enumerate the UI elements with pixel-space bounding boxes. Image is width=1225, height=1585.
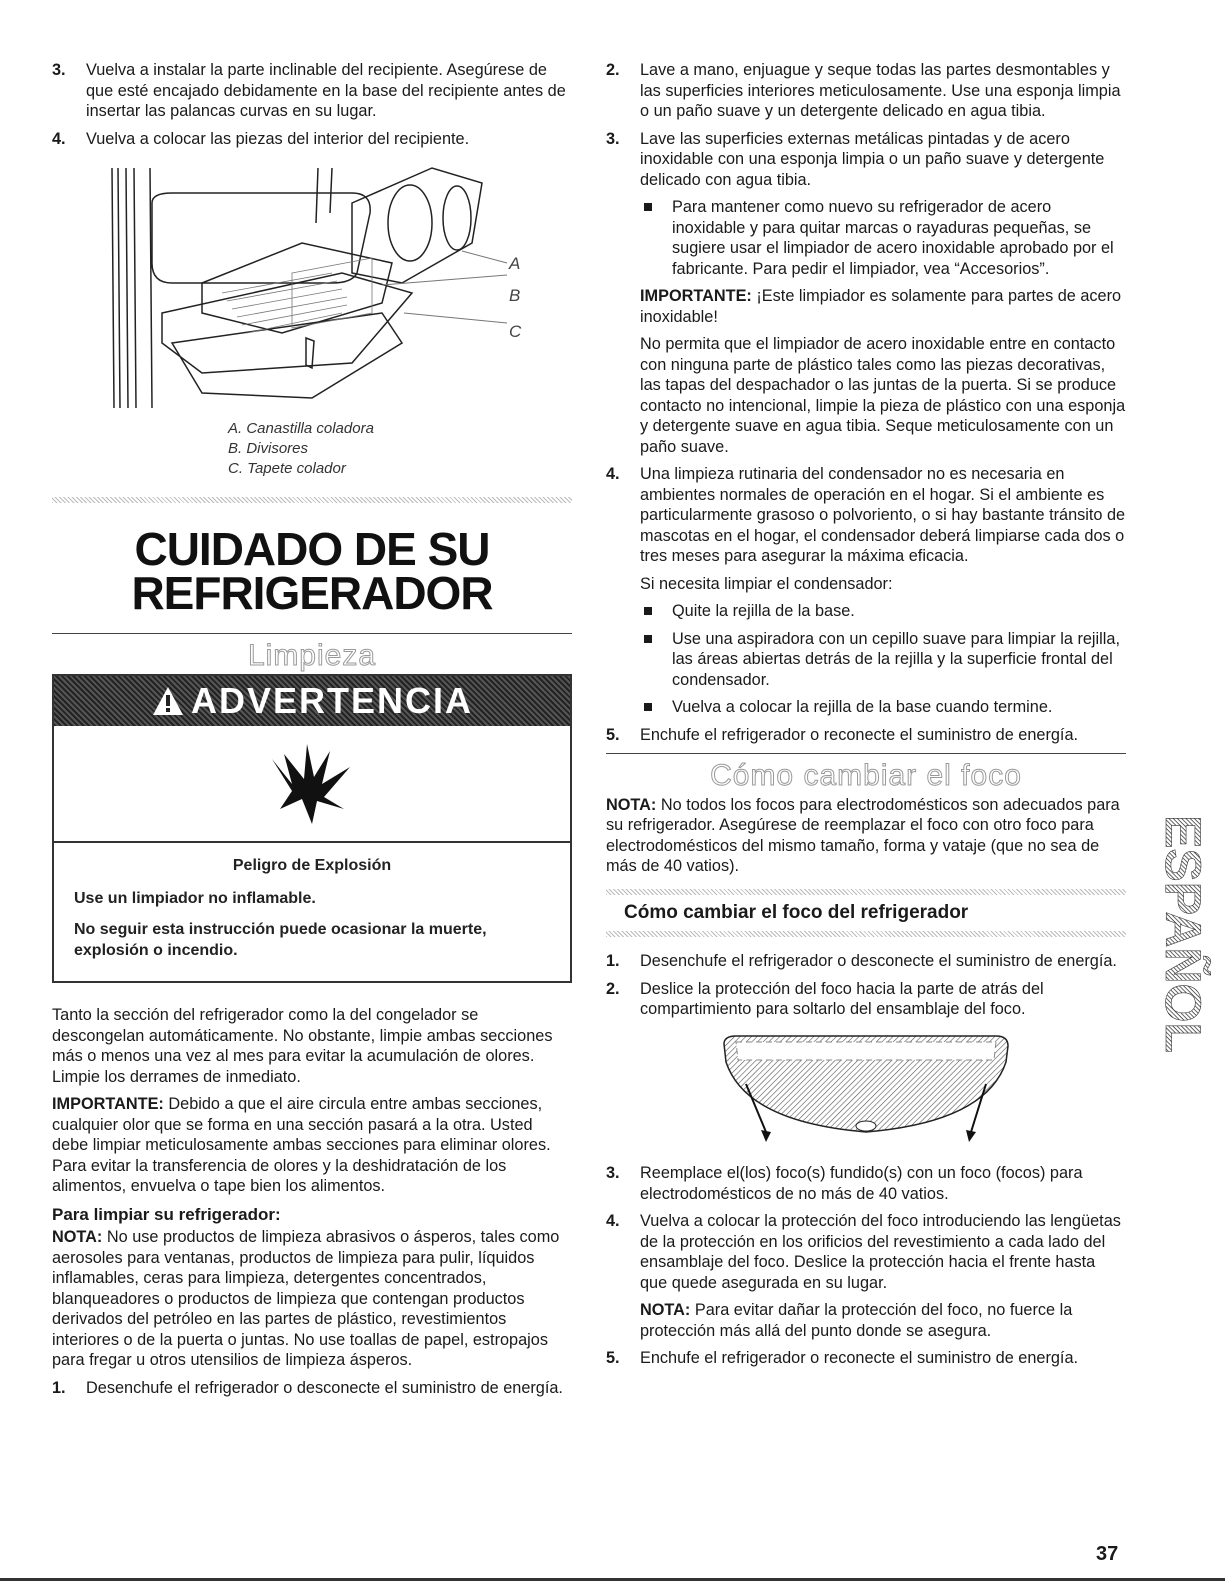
step-number: 3.	[606, 1164, 620, 1182]
step-text: Enchufe el refrigerador o reconecte el suministro de energía.	[640, 725, 1079, 744]
step-number: 1.	[52, 1378, 66, 1397]
paragraph	[52, 1094, 572, 1197]
step-text: Una limpieza rutinaria del condensador no es necesaria en ambientes normales de operación en el hogar. Si el ambiente es particularmente grasoso o polvoriento, o si hay bastante tránsito de mascotas en el hogar, el condensador deberá limpiarse cada dos o tres meses para asegurar la máxima eficacia.	[640, 465, 1126, 565]
warning-body	[54, 843, 570, 981]
section-title: Cómo cambiar el foco	[710, 759, 1022, 792]
paragraph	[606, 795, 1126, 877]
subheading: Para limpiar su refrigerador:	[52, 1204, 281, 1224]
caption-line: A. Canastilla coladora	[228, 419, 374, 437]
paragraph	[640, 1300, 1126, 1341]
warning-icon-area	[54, 726, 570, 843]
nota-label: NOTA:	[52, 1228, 103, 1246]
page-number: 37	[1096, 1543, 1119, 1565]
ice-bin-figure	[52, 163, 572, 479]
nota-text: No todos los focos para electrodomésticos son adecuados para su refrigerador. Asegúrese de reemplazar el foco con otro foco para electrodomésticos del mismo tamaño, forma y vataje (que no sea de más de 40 vatios).	[606, 795, 1120, 875]
list-item	[606, 60, 1126, 122]
important-text: Debido a que el aire circula entre ambas secciones, cualquier olor que se forma en una sección pasará a la otra. Usted debe limpiar meticulosamente ambas secciones para eliminar olores. Para evitar la transferencia de olores y la deshidratación de los alimentos, envuelva o tape bien los alimentos.	[52, 1095, 551, 1195]
nota-label: NOTA:	[640, 1301, 691, 1319]
warning-triangle-icon	[151, 685, 185, 717]
bullet-square-icon	[644, 203, 652, 211]
title-line: REFRIGERADOR	[131, 566, 493, 619]
list-item	[606, 951, 1126, 972]
page-title	[52, 522, 572, 619]
list-item	[606, 129, 1126, 191]
nota-text: No use productos de limpieza abrasivos o ásperos, tales como aerosoles para ventanas, productos de limpieza para pulir, líquidos inflamables, ceras para limpieza, detergentes concentrados, blanqueadores o productos de limpieza que contengan productos derivados del petróleo en las partes de plástico, revestimientos interiores o de la puerta o juntas. No use toallas de papel, estropajos para fregar u otros utensilios de limpieza ásperos.	[52, 1228, 560, 1369]
list-item	[606, 725, 1126, 746]
light-shield-figure	[606, 1032, 1126, 1156]
list-item	[606, 979, 1126, 1020]
bullet-text: Vuelva a colocar la rejilla de la base cuando termine.	[672, 698, 1053, 716]
step-number: 4.	[52, 129, 66, 148]
bullet-square-icon	[644, 703, 652, 711]
list-item	[52, 60, 572, 122]
warning-header	[54, 676, 570, 726]
figure-label-b: B	[509, 286, 521, 305]
important-label: IMPORTANTE:	[640, 287, 752, 305]
step-number: 4.	[606, 465, 620, 483]
step-text: Vuelva a colocar la protección del foco introduciendo las lengüetas de la protección en los orificios del revestimiento a cada lado del ensamblaje del foco. Deslice la protección hacia el frente hasta que quede asegurada en su lugar.	[640, 1212, 1121, 1292]
bullet-item	[640, 601, 1126, 622]
explosion-icon	[262, 739, 362, 829]
nota-label: NOTA:	[606, 795, 657, 814]
list-item	[606, 1163, 1126, 1204]
step-number: 5.	[606, 725, 620, 744]
hazard-title: Peligro de Explosión	[232, 857, 392, 874]
side-tab-label: ESPAÑOL	[1155, 815, 1211, 1053]
divider	[606, 753, 1126, 754]
figure-caption	[228, 419, 572, 479]
paragraph	[52, 1227, 572, 1371]
paragraph	[640, 286, 1126, 327]
nota-text: Para evitar dañar la protección del foco, no fuerce la protección más allá del punto donde se asegura.	[640, 1301, 1073, 1340]
bullet-text: Para mantener como nuevo su refrigerador de acero inoxidable y para quitar marcas o rayaduras pequeñas, se sugiere usar el limpiador de acero inoxidable aprobado por el fabricante. Para pedir el limpiador, vea “Accesorios”.	[672, 198, 1114, 278]
list-item	[52, 129, 572, 150]
bullet-item	[640, 197, 1126, 279]
section-title: Limpieza	[247, 638, 377, 672]
important-label: IMPORTANTE:	[52, 1095, 164, 1113]
warning-title: ADVERTENCIA	[190, 679, 473, 721]
subheading: Cómo cambiar el foco del refrigerador	[624, 901, 969, 923]
step-text: Enchufe el refrigerador o reconecte el suministro de energía.	[640, 1349, 1079, 1367]
bullet-square-icon	[644, 635, 652, 643]
paragraph: No permita que el limpiador de acero inoxidable entre en contacto con ninguna parte de plástico tales como las piezas decorativas, las tapas del despachador o las juntas de la puerta. Si se produce contacto no intencional, limpie la pieza de plástico con una esponja y detergente suave en agua tibia. Seque meticulosamente con un paño suave.	[640, 335, 1126, 456]
ice-bin-illustration	[52, 163, 572, 413]
step-text: Vuelva a instalar la parte inclinable del recipiente. Asegúrese de que esté encajado debidamente en la base del recipiente antes de insertar las palancas curvas en su lugar.	[86, 61, 566, 120]
light-shield-illustration	[716, 1032, 1016, 1150]
list-item	[606, 1211, 1126, 1293]
caption-line: B. Divisores	[228, 439, 309, 457]
step-number: 3.	[52, 61, 66, 79]
step-text: Deslice la protección del foco hacia la parte de atrás del compartimiento para soltarlo del ensamblaje del foco.	[640, 979, 1044, 1018]
bullet-item	[640, 629, 1126, 691]
step-number: 2.	[606, 61, 620, 79]
step-number: 4.	[606, 1212, 620, 1230]
step-number: 5.	[606, 1349, 620, 1367]
list-item	[606, 1348, 1126, 1369]
step-number: 2.	[606, 979, 620, 998]
step-text: Reemplace el(los) foco(s) fundido(s) con un foco (focos) para electrodomésticos de no más de 40 vatios.	[640, 1164, 1083, 1203]
hatched-divider	[52, 497, 572, 503]
title-line: CUIDADO DE SU	[134, 522, 490, 575]
paragraph: Si necesita limpiar el condensador:	[640, 574, 893, 593]
hatched-divider	[606, 889, 1126, 895]
warning-line: Use un limpiador no inflamable.	[74, 890, 316, 907]
divider	[52, 633, 572, 634]
right-column	[606, 60, 1126, 1376]
step-text: Desenchufe el refrigerador o desconecte el suministro de energía.	[86, 1378, 563, 1397]
step-text: Desenchufe el refrigerador o desconecte el suministro de energía.	[640, 952, 1117, 970]
bullet-square-icon	[644, 607, 652, 615]
figure-label-c: C	[509, 322, 522, 341]
warning-box	[52, 674, 572, 983]
step-number: 1.	[606, 952, 620, 970]
figure-label-a: A	[509, 254, 521, 273]
bullet-text: Use una aspiradora con un cepillo suave para limpiar la rejilla, las áreas abiertas detrás de la rejilla y la superficie frontal del condensador.	[672, 629, 1120, 689]
bottom-rule	[0, 1578, 1225, 1581]
language-side-tab	[1150, 815, 1212, 1065]
caption-line: C. Tapete colador	[228, 459, 346, 477]
bullet-item	[640, 697, 1126, 718]
warning-line: No seguir esta instrucción puede ocasionar la muerte, explosión o incendio.	[74, 921, 487, 959]
step-number: 3.	[606, 129, 620, 148]
list-item	[606, 464, 1126, 567]
bullet-text: Quite la rejilla de la base.	[672, 602, 855, 620]
step-text: Lave a mano, enjuague y seque todas las partes desmontables y las superficies interiores meticulosamente. Use una esponja limpia o un paño suave y un detergente delicado en agua tibia.	[640, 61, 1121, 120]
paragraph: Tanto la sección del refrigerador como la del congelador se descongelan automáticamente. No obstante, limpie ambas secciones más o menos una vez al mes para evitar la acumulación de olores. Limpie los derrames de inmediato.	[52, 1006, 553, 1086]
hatched-divider	[606, 931, 1126, 937]
list-item	[52, 1378, 572, 1399]
left-column	[52, 60, 572, 1405]
important-text: ¡Este limpiador es solamente para partes de acero inoxidable!	[640, 287, 1122, 326]
step-text: Lave las superficies externas metálicas pintadas y de acero inoxidable con una esponja limpia o un paño suave y detergente delicado con agua tibia.	[640, 129, 1105, 189]
step-text: Vuelva a colocar las piezas del interior del recipiente.	[86, 129, 470, 148]
